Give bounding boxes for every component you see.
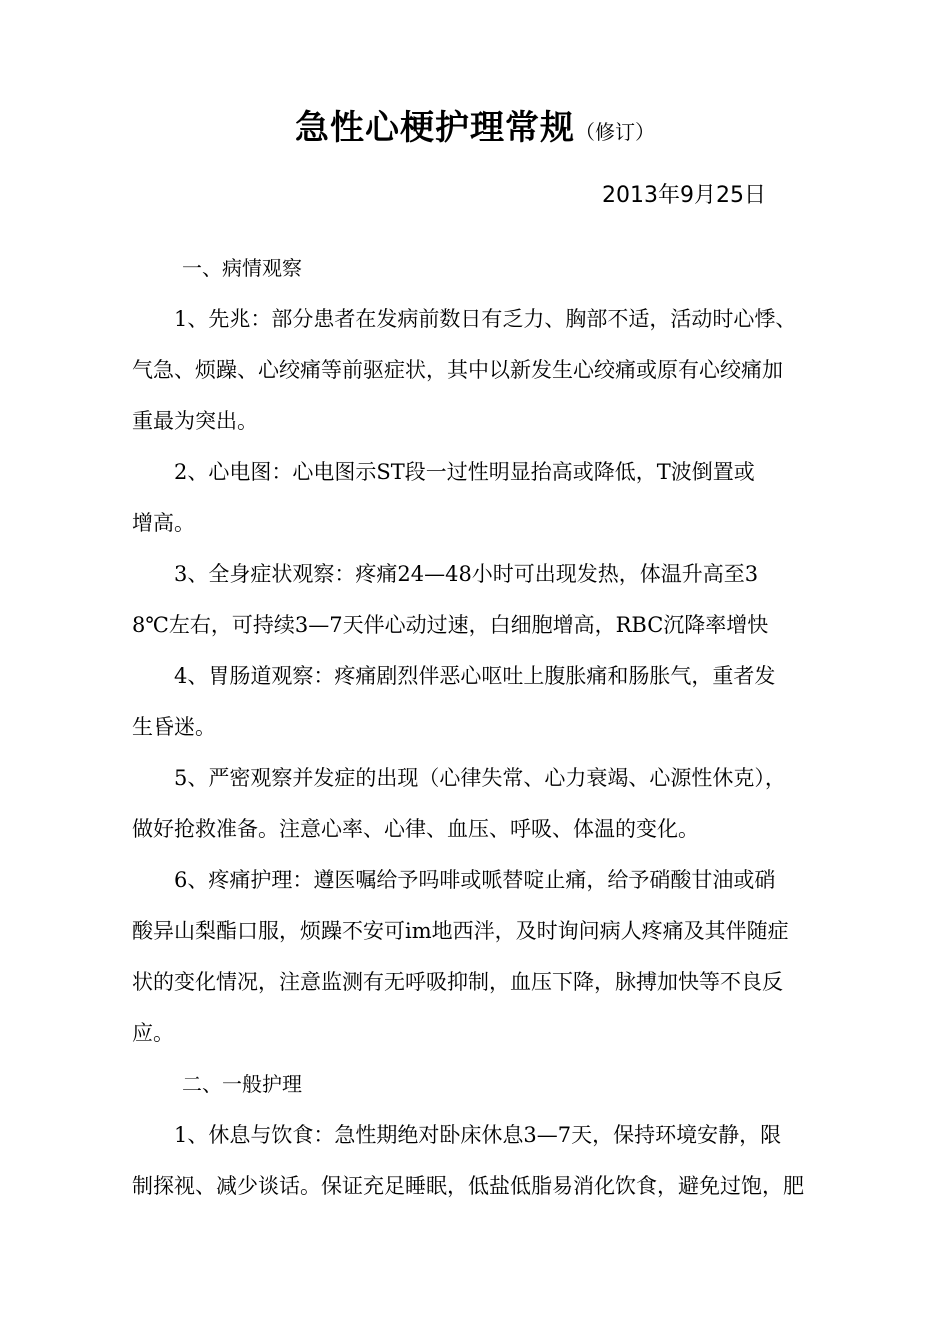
section-heading: 二、一般护理	[182, 1072, 302, 1096]
document-body	[132, 243, 838, 1212]
paragraph	[132, 753, 838, 855]
paragraph	[132, 1110, 838, 1212]
document-title	[0, 103, 950, 157]
section-heading: 一、病情观察	[182, 256, 302, 280]
document-date: 2013年9月25日	[602, 183, 766, 208]
text-line: 1、休息与饮食：急性期绝对卧床休息3—7天，保持环境安静，限	[174, 1123, 782, 1147]
text-line: 3、全身症状观察：疼痛24—48小时可出现发热，体温升高至3	[174, 562, 759, 586]
text-line: 应。	[132, 1021, 174, 1045]
paragraph	[132, 447, 838, 549]
text-line: 5、严密观察并发症的出现（心律失常、心力衰竭、心源性休克），	[174, 766, 786, 790]
text-line: 1、先兆：部分患者在发病前数日有乏力、胸部不适，活动时心悸、	[174, 307, 797, 331]
title-note: （修订）	[575, 120, 655, 144]
text-line: 生昏迷。	[132, 715, 216, 739]
paragraph	[132, 294, 838, 447]
text-line: 4、胃肠道观察：疼痛剧烈伴恶心呕吐上腹胀痛和肠胀气，重者发	[174, 664, 776, 688]
text-line: 酸异山梨酯口服，烦躁不安可im地西泮，及时询问病人疼痛及其伴随症	[132, 919, 789, 943]
text-line: 做好抢救准备。注意心率、心律、血压、呼吸、体温的变化。	[132, 817, 699, 841]
text-line: 制探视、减少谈话。保证充足睡眠，低盐低脂易消化饮食，避免过饱，肥	[132, 1174, 804, 1198]
paragraph	[132, 549, 838, 651]
text-line: 增高。	[132, 511, 195, 535]
text-line: 6、疼痛护理：遵医嘱给予吗啡或哌替啶止痛，给予硝酸甘油或硝	[174, 868, 776, 892]
paragraph	[132, 651, 838, 753]
text-line: 重最为突出。	[132, 409, 258, 433]
title-text: 急性心梗护理常规	[295, 108, 575, 148]
text-line: 2、心电图：心电图示ST段一过性明显抬高或降低，T波倒置或	[174, 460, 755, 484]
text-line: 气急、烦躁、心绞痛等前驱症状，其中以新发生心绞痛或原有心绞痛加	[132, 358, 783, 382]
paragraph	[132, 855, 838, 1059]
text-line: 状的变化情况，注意监测有无呼吸抑制，血压下降，脉搏加快等不良反	[132, 970, 783, 994]
text-line: 8℃左右，可持续3—7天伴心动过速，白细胞增高，RBC沉降率增快	[132, 613, 769, 637]
